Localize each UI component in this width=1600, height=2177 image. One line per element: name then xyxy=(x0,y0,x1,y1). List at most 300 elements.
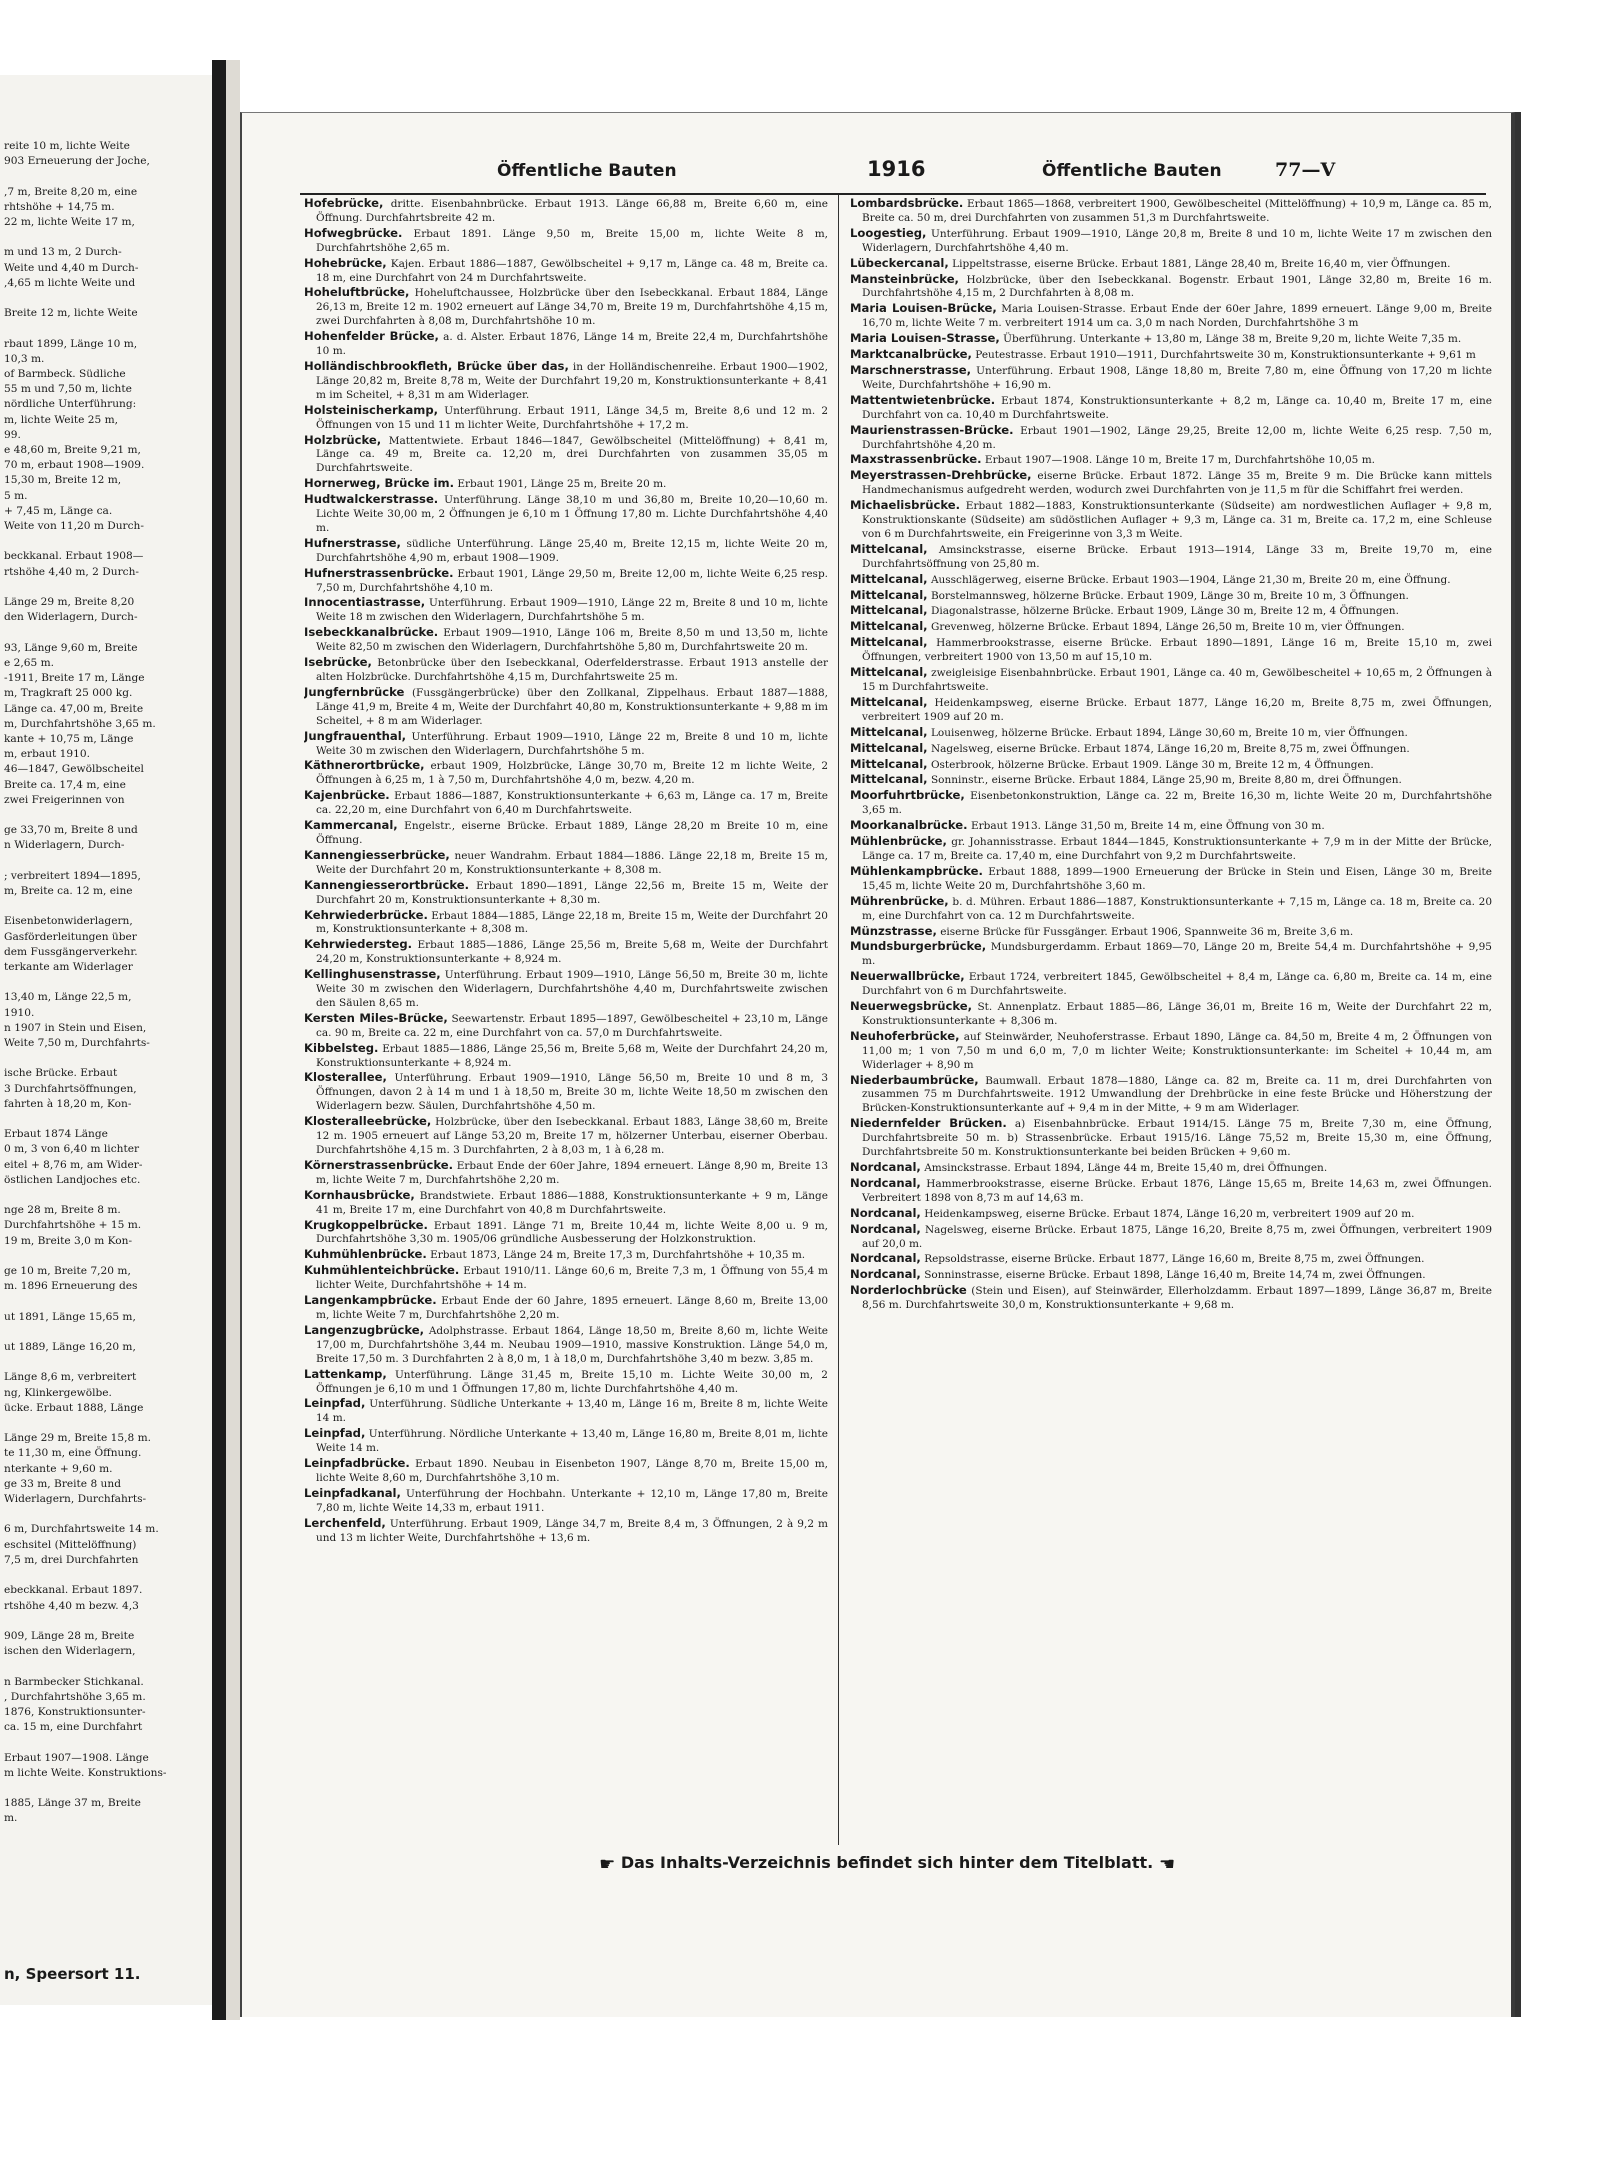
left-page-text xyxy=(0,75,222,1827)
left-page-line xyxy=(0,1188,222,1203)
entry-text: Kajen. Erbaut 1886—1887, Gewölbscheitel + 9,17 m, Länge ca. 48 m, Breite ca. 18 m, eine Durchfahrt von 24 m Durchfahrtsweite. xyxy=(316,257,828,284)
left-page-line xyxy=(0,1051,222,1066)
directory-entry xyxy=(850,1252,1492,1267)
left-page-line xyxy=(0,854,222,869)
entry-text: Osterbrook, hölzerne Brücke. Erbaut 1909. Länge 30 m, Breite 12 m, 4 Öffnungen. xyxy=(930,758,1374,771)
directory-entry xyxy=(850,1161,1492,1176)
entry-text: Erbaut Ende der 60er Jahre, 1894 erneuert. Länge 8,90 m, Breite 13 m, lichte Weite 7 m, Durchfahrtshöhe 2,20 m. xyxy=(316,1159,828,1186)
entry-name: Hohenfelder Brücke, xyxy=(304,329,439,344)
directory-entry xyxy=(850,1030,1492,1073)
directory-entry xyxy=(304,1219,828,1248)
directory-entry xyxy=(850,589,1492,604)
entry-name: Kajenbrücke. xyxy=(304,788,390,803)
directory-entry xyxy=(850,469,1492,498)
entry-text: Erbaut 1907—1908. Länge 10 m, Breite 17 m, Durchfahrtshöhe 10,05 m. xyxy=(984,454,1375,467)
entry-text: Unterführung. Erbaut 1909—1910, Länge 20,8 m, Breite 8 und 10 m, lichte Weite 17 m zwischen den Widerlagern, Durchfahrtshöhe 4,40 m. xyxy=(862,227,1492,254)
directory-entry xyxy=(850,543,1492,572)
left-page-line: 903 Erneuerung der Joche, xyxy=(4,155,150,168)
entry-text: Unterführung. Erbaut 1909, Länge 34,7 m, Breite 8,4 m, 3 Öffnungen, 2 à 9,2 m und 13 m lichter Weite, Durchfahrtshöhe + 13,6 m. xyxy=(316,1517,828,1544)
entry-name: Mattentwietenbrücke. xyxy=(850,392,996,407)
left-page-line: 1876, Konstruktionsunter- xyxy=(4,1705,146,1718)
left-page-line: Breite 12 m, lichte Weite xyxy=(4,307,138,320)
left-page-line: + 7,45 m, Länge ca. xyxy=(4,504,113,517)
directory-entry xyxy=(304,330,828,359)
directory-entry xyxy=(850,227,1492,256)
entry-name: Maxstrassenbrücke. xyxy=(850,452,982,467)
directory-entry xyxy=(304,1012,828,1041)
left-page-line: Durchfahrtshöhe + 15 m. xyxy=(4,1219,142,1232)
directory-entry xyxy=(850,620,1492,635)
left-page-line xyxy=(0,1325,222,1340)
left-page-line xyxy=(0,169,222,184)
entry-text: Sonninstr., eiserne Brücke. Erbaut 1884, Länge 25,90 m, Breite 8,80 m, drei Öffnungen. xyxy=(930,774,1402,787)
left-page-line: 19 m, Breite 3,0 m Kon- xyxy=(4,1234,133,1247)
entry-text: Heidenkampsweg, eiserne Brücke. Erbaut 1877, Länge 16,20 m, Breite 8,75 m, zwei Öffnungen, verbreitert 1909 auf 20 m. xyxy=(862,696,1492,723)
directory-entry xyxy=(304,1457,828,1486)
directory-entry xyxy=(304,1159,828,1188)
left-page-line xyxy=(0,580,222,595)
entry-text: Erbaut 1901, Länge 25 m, Breite 20 m. xyxy=(457,478,667,491)
entry-name: Mittelcanal, xyxy=(850,541,928,556)
left-page-line: Erbaut 1874 Länge xyxy=(4,1128,108,1141)
header-year: 1916 xyxy=(867,157,926,181)
left-page-line: Weite 7,50 m, Durchfahrts- xyxy=(4,1036,150,1049)
directory-entry xyxy=(850,1177,1492,1206)
left-page-line xyxy=(0,1112,222,1127)
entry-name: Käthnerortbrücke, xyxy=(304,758,425,773)
left-page-line xyxy=(0,1416,222,1431)
directory-entry xyxy=(850,604,1492,619)
entry-text: Nagelsweg, eiserne Brücke. Erbaut 1875, Länge 16,20, Breite 8,75 m, zwei Öffnungen, verbreitert 1909 auf 20,0 m. xyxy=(862,1223,1492,1250)
left-page-line: m lichte Weite. Konstruktions- xyxy=(4,1766,167,1779)
left-page-line: 70 m, erbaut 1908—1909. xyxy=(4,459,145,472)
left-page-line xyxy=(0,230,222,245)
left-page-line: nterkante + 9,60 m. xyxy=(4,1462,113,1475)
left-page-line xyxy=(0,1355,222,1370)
left-page-line: ge 33 m, Breite 8 und xyxy=(4,1477,121,1490)
left-page-line: e 48,60 m, Breite 9,21 m, xyxy=(4,444,141,457)
left-page-line: 3 Durchfahrtsöffnungen, xyxy=(4,1082,137,1095)
left-page-line: Weite und 4,40 m Durch- xyxy=(4,261,139,274)
entry-name: Moorkanalbrücke. xyxy=(850,818,968,833)
left-page-line: te 11,30 m, eine Öffnung. xyxy=(4,1447,142,1460)
directory-entry xyxy=(850,1284,1492,1313)
directory-entry xyxy=(850,865,1492,894)
left-page-line: m, lichte Weite 25 m, xyxy=(4,413,119,426)
left-page-line: rtshöhe 4,40 m bezw. 4,3 xyxy=(4,1599,139,1612)
entry-text: St. Annenplatz. Erbaut 1885—86, Länge 36,01 m, Breite 16 m, Weite der Durchfahrt 22 m, Konstruktionsunterkante + 8,306 m. xyxy=(862,1001,1492,1027)
directory-entry xyxy=(850,970,1492,999)
entry-name: Kuhmühlenteichbrücke. xyxy=(304,1263,460,1278)
left-page-line: of Barmbeck. Südliche xyxy=(4,368,126,381)
entry-text: erbaut 1909, Holzbrücke, Länge 30,70 m, Breite 12 m lichte Weite, 2 Öffnungen à 6,25 m, 1 à 7,50 m, Durchfahrtshöhe 4,0 m, bezw. 4,20 m. xyxy=(316,760,828,787)
left-page-line: 909, Länge 28 m, Breite xyxy=(4,1629,135,1642)
entry-name: Marktcanalbrücke, xyxy=(850,347,972,362)
entry-text: Unterführung der Hochbahn. Unterkante + 12,10 m, Länge 17,80 m, Breite 7,80 m, lichte Weite 14,33 m, erbaut 1911. xyxy=(316,1487,828,1514)
left-page-line: rtshöhe 4,40 m, 2 Durch- xyxy=(4,565,139,578)
left-page-line: 1885, Länge 37 m, Breite xyxy=(4,1797,141,1810)
directory-entry xyxy=(850,789,1492,818)
entry-text: Unterführung. Länge 31,45 m, Breite 15,10 m. Lichte Weite 30,00 m, 2 Öffnungen je 6,10 m und 1 Öffnungen 17,80 m, lichte Durchfahrtshöhe 4,40 m. xyxy=(316,1368,828,1395)
entry-text: Erbaut 1890—1891, Länge 22,56 m, Breite 15 m, Weite der Durchfahrt 20 m, Konstruktionsunterkante + 8,30 m. xyxy=(316,879,828,906)
left-page-line: den Widerlagern, Durch- xyxy=(4,611,138,624)
entry-text: a) Eisenbahnbrücke. Erbaut 1914/15. Länge 75 m, Breite 7,30 m, eine Öffnung, Durchfahrtsbreite 50 m. b) Strassenbrücke. Erbaut 1915/16. Länge 75,52 m, Breite 15,30 m, eine Öffnung, Durchfahrtsbreite 50 m. Konstruktionsunterkante bei beiden Brücken + 9,60 m. xyxy=(862,1118,1492,1159)
left-page-line: ,4,65 m lichte Weite und xyxy=(4,276,136,289)
entry-text: Diagonalstrasse, hölzerne Brücke. Erbaut 1909, Länge 30 m, Breite 12 m, 4 Öffnungen. xyxy=(930,605,1399,618)
directory-entry xyxy=(850,742,1492,757)
entry-text: Erbaut Ende der 60 Jahre, 1895 erneuert. Länge 8,60 m, Breite 13,00 m, lichte Weite 7 m, Durchfahrtshöhe 2,20 m. xyxy=(316,1295,828,1321)
left-page-line: eitel + 8,76 m, am Wider- xyxy=(4,1158,143,1171)
left-page-line: ut 1891, Länge 15,65 m, xyxy=(4,1310,136,1323)
left-page-line xyxy=(0,321,222,336)
entry-name: Mührenbrücke, xyxy=(850,893,949,908)
entry-name: Innocentiastrasse, xyxy=(304,595,426,610)
header-rule xyxy=(300,193,1486,195)
entry-text: in der Holländischenreihe. Erbaut 1900—1902, Länge 20,82 m, Breite 8,78 m, Weite der Durchfahrt 19,20 m, Konstruktionsunterkante + 8,41 m im Scheitel, + 8,31 m am Widerlager. xyxy=(316,360,828,401)
directory-entry xyxy=(304,1115,828,1158)
directory-entry xyxy=(304,819,828,848)
left-page-line: beckkanal. Erbaut 1908— xyxy=(4,550,144,563)
left-page-line: Länge 29 m, Breite 15,8 m. xyxy=(4,1432,151,1445)
entry-name: Leinpfadkanal, xyxy=(304,1485,401,1500)
entry-text: Eisenbetonkonstruktion, Länge ca. 22 m, Breite 16,30 m, lichte Weite 20 m, Durchfahrtshöhe 3,65 m. xyxy=(862,790,1492,817)
entry-name: Hufnerstrassenbrücke. xyxy=(304,565,454,580)
entry-name: Loogestieg, xyxy=(850,225,927,240)
entry-text: Brandstwiete. Erbaut 1886—1888, Konstruktionsunterkante + 9 m, Länge 41 m, Breite 17 m, eine Durchfahrt von 40,8 m Durchfahrtsweite. xyxy=(316,1189,828,1216)
directory-entry xyxy=(304,434,828,477)
entry-name: Mansteinbrücke, xyxy=(850,271,959,286)
entry-name: Neuerwegsbrücke, xyxy=(850,999,972,1014)
entry-text: (Stein und Eisen), auf Steinwärder, Ellerholzdamm. Erbaut 1897—1899, Länge 36,87 m, Breite 8,56 m. Durchfahrtsweite 30,0 m, Konstruktionsunterkante + 9,68 m. xyxy=(862,1285,1492,1312)
left-page-line: 5 m. xyxy=(4,489,28,502)
entry-text: Engelstr., eiserne Brücke. Erbaut 1889, Länge 28,20 m Breite 10 m, eine Öffnung. xyxy=(316,820,828,846)
entry-name: Meyerstrassen-Drehbrücke, xyxy=(850,468,1032,483)
directory-entry xyxy=(850,348,1492,363)
header-left-title: Öffentliche Bauten xyxy=(497,161,677,181)
entry-name: Klosteralleebrücke, xyxy=(304,1114,432,1129)
directory-entry xyxy=(850,696,1492,725)
left-page-line: ebeckkanal. Erbaut 1897. xyxy=(4,1584,143,1597)
entry-text: eiserne Brücke für Fussgänger. Erbaut 1906, Spannweite 36 m, Breite 3,6 m. xyxy=(940,925,1354,938)
entry-text: Baumwall. Erbaut 1878—1880, Länge ca. 82 m, Breite ca. 11 m, drei Durchfahrten von zusammen 75 m Durchfahrtsweite. 1912 Umwandlung der Drehbrücke in eine feste Brücke und Höherstzung der Brücken-Konstruktionsunterkante auf + 9,4 m in der Mitte, + 9 m am Widerlager. xyxy=(862,1074,1492,1115)
entry-text: Hammerbrookstrasse, eiserne Brücke. Erbaut 1890—1891, Länge 16 m, Breite 15,10 m, zwei Öffnungen, verbreitert 1900 von 13,50 m auf 15,10 m. xyxy=(862,637,1492,664)
entry-name: Kellinghusenstrasse, xyxy=(304,967,441,982)
entry-text: zweigleisige Eisenbahnbrücke. Erbaut 1901, Länge ca. 40 m, Gewölbescheitel + 10,65 m, 2 Öffnungen à 15 m Durchfahrtsweite. xyxy=(862,667,1492,693)
entry-name: Kannengiesserortbrücke. xyxy=(304,877,469,892)
entry-name: Maurienstrassen-Brücke. xyxy=(850,422,1014,437)
entry-name: Norderlochbrücke xyxy=(850,1283,967,1298)
left-page-line: ücke. Erbaut 1888, Länge xyxy=(4,1401,144,1414)
directory-entry xyxy=(850,302,1492,331)
entry-name: Klosterallee, xyxy=(304,1070,387,1085)
left-page-line: 99. xyxy=(4,428,21,441)
entry-name: Körnerstrassenbrücke. xyxy=(304,1157,454,1172)
left-page-line: n Barmbecker Stichkanal. xyxy=(4,1675,144,1688)
directory-entry xyxy=(304,1427,828,1456)
entry-text: Erbaut 1873, Länge 24 m, Breite 17,3 m, Durchfahrtshöhe + 10,35 m. xyxy=(430,1249,806,1262)
left-page-line: Eisenbetonwiderlagern, xyxy=(4,915,133,928)
entry-text: Erbaut 1882—1883, Konstruktionsunterkante (Südseite) am nordwestlichen Auflager + 9,8 m, Konstruktionskante (Südseite) am südöstlichen Auflager + 9,3 m, Länge ca. 31 m, Breite ca. 17,2 m, eine Schleuse von 6 m Durchfahrtsweite, ein Freigerinne von 3,3 m Weite. xyxy=(862,500,1492,540)
left-page-line: 0 m, 3 von 6,40 m lichter xyxy=(4,1143,140,1156)
left-page-line xyxy=(0,899,222,914)
entry-text: Amsinckstrasse. Erbaut 1894, Länge 44 m, Breite 15,40 m, drei Öffnungen. xyxy=(924,1162,1328,1174)
left-page-line: 7,5 m, drei Durchfahrten xyxy=(4,1553,139,1566)
directory-entry xyxy=(850,424,1492,453)
entry-text: Erbaut 1909—1910, Länge 106 m, Breite 8,50 m und 13,50 m, lichte Weite 82,50 m zwischen den Widerlagern, Durchfahrtshöhe 5,80 m, Durchfahrtsweite 20 m. xyxy=(316,627,828,654)
entry-name: Jungfernbrücke xyxy=(304,684,405,699)
directory-entry xyxy=(304,879,828,908)
entry-name: Maria Louisen-Strasse, xyxy=(850,331,1000,346)
left-page-line: e 2,65 m. xyxy=(4,656,55,669)
entry-text: Lippeltstrasse, eiserne Brücke. Erbaut 1881, Länge 28,40 m, Breite 16,40 m, vier Öffnungen. xyxy=(952,257,1451,270)
left-page-line: rhtshöhe + 14,75 m. xyxy=(4,200,115,213)
directory-entry xyxy=(850,835,1492,864)
entry-name: Hudtwalckerstrasse. xyxy=(304,492,439,507)
left-page-line: Länge 29 m, Breite 8,20 xyxy=(4,596,135,609)
directory-entry xyxy=(304,596,828,625)
entry-text: Maria Louisen-Strasse. Erbaut Ende der 60er Jahre, 1899 erneuert. Länge 9,00 m, Breite 16,70 m, lichte Weite 7 m. verbreitert 1914 um ca. 3,0 m nach Norden, Durchfahrtshöhe 3 m xyxy=(862,303,1492,330)
left-page-line: Breite ca. 17,4 m, eine xyxy=(4,778,126,791)
directory-entry xyxy=(304,286,828,329)
directory-entry xyxy=(304,1189,828,1218)
left-page-line: Erbaut 1907—1908. Länge xyxy=(4,1751,149,1764)
left-page-line: n 1907 in Stein und Eisen, xyxy=(4,1021,147,1034)
directory-entry xyxy=(850,819,1492,834)
left-page-line xyxy=(0,1614,222,1629)
entry-name: Hofebrücke, xyxy=(304,197,384,210)
entry-text: Ausschlägerweg, eiserne Brücke. Erbaut 1903—1904, Länge 21,30 m, Breite 20 m, eine Öffnung. xyxy=(930,573,1451,586)
directory-entry xyxy=(850,1207,1492,1222)
entry-text: Hoheluftchaussee, Holzbrücke über den Isebeckkanal. Erbaut 1884, Länge 26,13 m, Breite 12 m. 1902 erneuert auf Länge 34,70 m, Breite 19 m, Durchfahrtshöhe 4,15 m, zwei Durchfahrten à 8,08 m, Durchfahrtshöhe 10 m. xyxy=(316,287,828,328)
directory-entry xyxy=(850,1000,1492,1029)
entry-text: Unterführung. Südliche Unterkante + 13,40 m, Länge 16 m, Breite 8 m, lichte Weite 14 m. xyxy=(316,1398,828,1425)
entry-name: Nordcanal, xyxy=(850,1267,921,1282)
entry-name: Langenkampbrücke. xyxy=(304,1293,437,1308)
entry-text: Amsinckstrasse, eiserne Brücke. Erbaut 1913—1914, Länge 33 m, Breite 19,70 m, eine Durchfahrtsöffnung von 25,80 m. xyxy=(862,543,1492,570)
left-page-line: terkante am Widerlager xyxy=(4,960,133,973)
entry-text: Peutestrasse. Erbaut 1910—1911, Durchfahrtsweite 30 m, Konstruktionsunterkante + 9,61 m xyxy=(975,349,1476,362)
directory-entry xyxy=(304,626,828,655)
main-page xyxy=(240,112,1515,2017)
entry-name: Kehrwiederbrücke. xyxy=(304,907,428,922)
book-spine xyxy=(212,60,226,2020)
left-page-line: m, Breite ca. 12 m, eine xyxy=(4,884,133,897)
left-page-line xyxy=(0,1249,222,1264)
left-page-line xyxy=(0,1568,222,1583)
entry-text: Erbaut 1885—1886, Länge 25,56 m, Breite 5,68 m, Weite der Durchfahrt 24,20 m, Konstruktionsunterkante + 8,924 m. xyxy=(316,939,828,966)
entry-text: Unterführung. Erbaut 1909—1910, Länge 22 m, Breite 8 und 10 m, lichte Weite 18 m zwischen den Widerlagern, Durchfahrtshöhe 5 m. xyxy=(316,597,828,624)
left-page-line: ng, Klinkergewölbe. xyxy=(4,1386,112,1399)
left-page-fragment xyxy=(0,75,225,2005)
entry-text: Unterführung. Erbaut 1909—1910, Länge 56,50 m, Breite 30 m, lichte Weite 30 m zwischen den Widerlagern, Durchfahrtshöhe 4,40 m, Durchfahrtsweite zwischen den Säulen 8,65 m. xyxy=(316,969,828,1009)
directory-entry xyxy=(304,197,828,226)
entry-name: Mittelcanal, xyxy=(850,635,928,650)
entry-text: Unterführung. Nördliche Unterkante + 13,40 m, Länge 16,80 m, Breite 8,01 m, lichte Weite 14 m. xyxy=(316,1428,828,1455)
entry-text: Unterführung. Erbaut 1911, Länge 34,5 m, Breite 8,6 und 12 m. 2 Öffnungen von 15 und 11 m lichter Weite, Durchfahrtshöhe + 17,2 m. xyxy=(316,404,828,431)
directory-entry xyxy=(850,758,1492,773)
entry-name: Leinpfadbrücke. xyxy=(304,1456,410,1471)
left-page-line: m. 1896 Erneuerung des xyxy=(4,1280,138,1293)
directory-entry xyxy=(304,759,828,788)
entry-name: Mittelcanal, xyxy=(850,603,928,618)
entry-name: Mühlenkampbrücke. xyxy=(850,863,983,878)
entry-name: Krugkoppelbrücke. xyxy=(304,1217,428,1232)
entry-text: eiserne Brücke. Erbaut 1872. Länge 35 m, Breite 9 m. Die Brücke kann mittels Handmechanismus aufgedreht werden, wodurch zwei Durchfahrten von je 11,5 m für die Schiffahrt frei werden. xyxy=(862,470,1492,497)
entry-name: Isebeckkanalbrücke. xyxy=(304,625,439,640)
left-page-line: fahrten à 18,20 m, Kon- xyxy=(4,1097,132,1110)
entry-name: Mittelcanal, xyxy=(850,587,928,602)
left-page-line: 6 m, Durchfahrtsweite 14 m. xyxy=(4,1523,159,1536)
directory-entry xyxy=(850,895,1492,924)
left-page-line: Weite von 11,20 m Durch- xyxy=(4,520,144,533)
entry-name: Mundsburgerbrücke, xyxy=(850,939,987,954)
directory-entry xyxy=(304,360,828,403)
entry-name: Holländischbrookfleth, Brücke über das, xyxy=(304,358,569,373)
entry-name: Isebrücke, xyxy=(304,655,372,670)
entry-name: Langenzugbrücke, xyxy=(304,1322,424,1337)
left-page-line xyxy=(0,975,222,990)
entry-text: Unterführung. Erbaut 1908, Länge 18,80 m, Breite 7,80 m, eine Öffnung von 17,20 m lichte Weite, Durchfahrtshöhe + 16,90 m. xyxy=(862,364,1492,391)
directory-entry xyxy=(304,686,828,729)
entry-text: Heidenkampsweg, eiserne Brücke. Erbaut 1874, Länge 16,20 m, verbreitert 1909 auf 20 m. xyxy=(924,1207,1415,1220)
entry-text: Mundsburgerdamm. Erbaut 1869—70, Länge 20 m, Breite 54,4 m. Durchfahrtshöhe + 9,95 m. xyxy=(862,941,1492,968)
entry-name: Mittelcanal, xyxy=(850,772,928,787)
left-page-line: ut 1889, Länge 16,20 m, xyxy=(4,1341,136,1354)
entry-name: Lombardsbrücke. xyxy=(850,197,964,210)
entry-text: Erbaut 1891. Länge 9,50 m, Breite 15,00 m, lichte Weite 8 m, Durchfahrtshöhe 2,65 m. xyxy=(316,227,828,254)
footer-note-text: Das Inhalts-Verzeichnis befindet sich hinter dem Titelblatt. xyxy=(620,1853,1154,1872)
directory-entry xyxy=(850,940,1492,969)
left-page-line: eschsitel (Mittelöffnung) xyxy=(4,1538,137,1551)
entry-name: Niederbaumbrücke, xyxy=(850,1072,979,1087)
entry-name: Mittelcanal, xyxy=(850,571,928,586)
directory-entry xyxy=(850,394,1492,423)
left-page-line: östlichen Landjoches etc. xyxy=(4,1173,141,1186)
entry-text: gr. Johannisstrasse. Erbaut 1844—1845, Konstruktionsunterkante + 7,9 m in der Mitte der Brücke, Länge ca. 17 m, Breite ca. 17,40 m, eine Durchfahrt von 9,2 m Durchfahrtsweite. xyxy=(862,836,1492,862)
entry-name: Hofwegbrücke. xyxy=(304,225,403,240)
entry-name: Kornhausbrücke, xyxy=(304,1187,415,1202)
entry-name: Neuhoferbrücke, xyxy=(850,1028,960,1043)
entry-text: Sonninstrasse, eiserne Brücke. Erbaut 1898, Länge 16,40 m, Breite 14,74 m, zwei Öffnungen. xyxy=(924,1269,1426,1282)
entry-name: Holsteinischerkamp, xyxy=(304,402,439,417)
entry-text: Erbaut 1901—1902, Länge 29,25, Breite 12,00 m, lichte Weite 6,25 resp. 7,50 m, Durchfahrtshöhe 4,20 m. xyxy=(862,424,1492,451)
right-column xyxy=(850,197,1492,1847)
directory-entry xyxy=(304,656,828,685)
left-page-line: , Durchfahrtshöhe 3,65 m. xyxy=(4,1690,146,1703)
entry-text: Unterführung. Erbaut 1909—1910, Länge 22 m, Breite 8 und 10 m, lichte Weite 30 m zwischen den Widerlagern, Durchfahrtshöhe 5 m. xyxy=(316,730,828,757)
entry-text: Repsoldstrasse, eiserne Brücke. Erbaut 1877, Länge 16,60 m, Breite 8,75 m, zwei Öffnungen. xyxy=(924,1253,1425,1266)
directory-entry xyxy=(304,789,828,818)
left-page-line: 10,3 m. xyxy=(4,352,45,365)
entry-text: Überführung. Unterkante + 13,80 m, Länge 38 m, Breite 9,20 m, lichte Weite 7,35 m. xyxy=(1003,333,1462,346)
left-page-footer: n, Speersort 11. xyxy=(4,1965,141,1983)
left-column xyxy=(304,197,828,1847)
entry-name: Mittelcanal, xyxy=(850,619,928,634)
directory-entry xyxy=(304,257,828,286)
left-page-line: rbaut 1899, Länge 10 m, xyxy=(4,337,138,350)
left-page-line: Gasförderleitungen über xyxy=(4,930,137,943)
left-page-line: m, Tragkraft 25 000 kg. xyxy=(4,687,133,700)
entry-text: Erbaut 1890. Neubau in Eisenbeton 1907, Länge 8,70 m, Breite 15,00 m, lichte Weite 8,60 m, Durchfahrtshöhe 3,10 m. xyxy=(316,1458,828,1484)
entry-text: Erbaut 1884—1885, Länge 22,18 m, Breite 15 m, Weite der Durchfahrt 20 m, Konstruktionsunterkante + 8,308 m. xyxy=(316,909,828,936)
entry-name: Münzstrasse, xyxy=(850,923,937,938)
entry-text: Louisenweg, hölzerne Brücke. Erbaut 1894, Länge 30,60 m, Breite 10 m, vier Öffnungen. xyxy=(930,726,1408,739)
left-page-line: ge 33,70 m, Breite 8 und xyxy=(4,824,138,837)
entry-name: Leinpfad, xyxy=(304,1426,366,1441)
left-page-line: ,7 m, Breite 8,20 m, eine xyxy=(4,185,138,198)
directory-entry xyxy=(850,273,1492,302)
left-page-line: nge 28 m, Breite 8 m. xyxy=(4,1204,121,1217)
left-page-line: m. xyxy=(4,1812,18,1825)
entry-text: Seewartenstr. Erbaut 1895—1897, Gewölbescheitel + 23,10 m, Länge ca. 90 m, Breite ca. 22 m, eine Durchfahrt von ca. 57,0 m Durchfahrtsweite. xyxy=(316,1012,828,1039)
entry-text: dritte. Eisenbahnbrücke. Erbaut 1913. Länge 66,88 m, Breite 6,60 m, eine Öffnung. Durchfahrtsbreite 42 m. xyxy=(316,198,828,224)
left-page-line: 15,30 m, Breite 12 m, xyxy=(4,474,122,487)
entry-text: Betonbrücke über den Isebeckkanal, Oderfelderstrasse. Erbaut 1913 anstelle der alten Holzbrücke. Durchfahrtshöhe 4,15 m, Durchfahrtsweite 25 m. xyxy=(316,657,828,683)
entry-name: Mittelcanal, xyxy=(850,694,928,709)
left-page-line xyxy=(0,1781,222,1796)
left-page-line: reite 10 m, lichte Weite xyxy=(4,140,130,152)
entry-name: Mittelcanal, xyxy=(850,665,928,680)
entry-text: Adolphstrasse. Erbaut 1864, Länge 18,50 m, Breite 8,60 m, lichte Weite 17,00 m, Durchfahrtshöhe 3,44 m. Neubau 1909—1910, massive Konstruktion. Länge 54,0 m, Breite 17,50 m. 3 Durchfahrten 2 à 8,0 m, 1 à 18,0 m, Durchfahrtshöhe 3,40 m bezw. 3,85 m. xyxy=(316,1324,828,1365)
directory-entry xyxy=(850,726,1492,741)
left-page-line xyxy=(0,1735,222,1750)
entry-name: Holzbrücke, xyxy=(304,432,382,447)
entry-text: Unterführung. Länge 38,10 m und 36,80 m, Breite 10,20—10,60 m. Lichte Weite 30,00 m, 2 Öffnungen je 6,10 m 1 Öffnung 17,80 m. Lichte Durchfahrtshöhe 4,40 m. xyxy=(316,494,828,534)
left-page-line: 1910. xyxy=(4,1006,35,1019)
entry-name: Kibbelsteg. xyxy=(304,1040,379,1055)
entry-text: Grevenweg, hölzerne Brücke. Erbaut 1894, Länge 26,50 m, Breite 10 m, vier Öffnungen. xyxy=(930,621,1405,634)
entry-text: Erbaut 1901, Länge 29,50 m, Breite 12,00 m, lichte Weite 6,25 resp. 7,50 m, Durchfahrtshöhe 4,10 m. xyxy=(316,567,828,594)
entry-text: Erbaut 1891. Länge 71 m, Breite 10,44 m, lichte Weite 8,00 u. 9 m, Durchfahrtshöhe 3,30 m. 1905/06 gründliche Ausbesserung der Holzkonstruktion. xyxy=(316,1219,828,1246)
directory-entry xyxy=(850,666,1492,695)
directory-entry xyxy=(304,909,828,938)
left-page-line: ca. 15 m, eine Durchfahrt xyxy=(4,1721,143,1734)
directory-entry xyxy=(304,730,828,759)
directory-entry xyxy=(304,1324,828,1367)
directory-entry xyxy=(304,1517,828,1546)
left-page-line: ischen den Widerlagern, xyxy=(4,1645,136,1658)
entry-text: Erbaut 1724, verbreitert 1845, Gewölbscheitel + 8,4 m, Länge ca. 6,80 m, Breite ca. 14 m, eine Durchfahrt von 6 m Durchfahrtsweite. xyxy=(862,971,1492,998)
directory-entry xyxy=(850,364,1492,393)
left-page-line: m und 13 m, 2 Durch- xyxy=(4,246,122,259)
left-page-line: 13,40 m, Länge 22,5 m, xyxy=(4,991,132,1004)
entry-text: Mattentwiete. Erbaut 1846—1847, Gewölbscheitel (Mittelöffnung) + 8,41 m, Länge ca. 49 m, Breite ca. 12,20 m, drei Durchfahrten von zusammen 35,05 m Durchfahrtsweite. xyxy=(316,434,828,475)
entry-name: Jungfrauenthal, xyxy=(304,728,407,743)
directory-entry xyxy=(304,404,828,433)
entry-name: Nordcanal, xyxy=(850,1251,921,1266)
entry-name: Neuerwallbrücke, xyxy=(850,969,965,984)
entry-text: Erbaut 1886—1887, Konstruktionsunterkante + 6,63 m, Länge ca. 17 m, Breite ca. 22,20 m, eine Durchfahrt von 6,40 m Durchfahrtsweite. xyxy=(316,790,828,817)
directory-entry xyxy=(304,537,828,566)
entry-text: Hammerbrookstrasse, eiserne Brücke. Erbaut 1876, Länge 15,65 m, Breite 14,63 m, zwei Öffnungen. Verbreitert 1898 von 8,73 m auf 14,63 m. xyxy=(862,1177,1492,1204)
left-page-line: ; verbreitert 1894—1895, xyxy=(4,869,141,882)
entry-name: Hornerweg, Brücke im. xyxy=(304,476,454,491)
directory-entry xyxy=(304,1248,828,1263)
entry-text: südliche Unterführung. Länge 25,40 m, Breite 12,15 m, lichte Weite 20 m, Durchfahrtshöhe 4,90 m, erbaut 1908—1909. xyxy=(316,537,828,564)
left-page-line: -1911, Breite 17 m, Länge xyxy=(4,672,145,685)
entry-text: Nagelsweg, eiserne Brücke. Erbaut 1874, Länge 16,20 m, Breite 8,75 m, zwei Öffnungen. xyxy=(930,742,1410,755)
entry-text: Holzbrücke, über den Isebeckkanal. Erbaut 1883, Länge 38,60 m, Breite 12 m. 1905 erneuert auf Länge 53,20 m, Breite 17 m, hölzerner Unterbau, eiserner Oberbau. Durchfahrtshöhe 4,15 m. 3 Durchfahrten, 2 à 8,03 m, 1 à 6,28 m. xyxy=(316,1116,828,1156)
entry-name: Kammercanal, xyxy=(304,818,398,833)
directory-entry xyxy=(304,477,828,492)
entry-name: Kuhmühlenbrücke. xyxy=(304,1247,427,1262)
directory-entry xyxy=(850,1268,1492,1283)
entry-name: Niedernfelder Brücken. xyxy=(850,1116,1007,1131)
directory-entry xyxy=(304,1294,828,1323)
left-page-line: 22 m, lichte Weite 17 m, xyxy=(4,216,135,229)
left-page-line: zwei Freigerinnen von xyxy=(4,793,125,806)
left-page-line: Länge ca. 47,00 m, Breite xyxy=(4,702,144,715)
